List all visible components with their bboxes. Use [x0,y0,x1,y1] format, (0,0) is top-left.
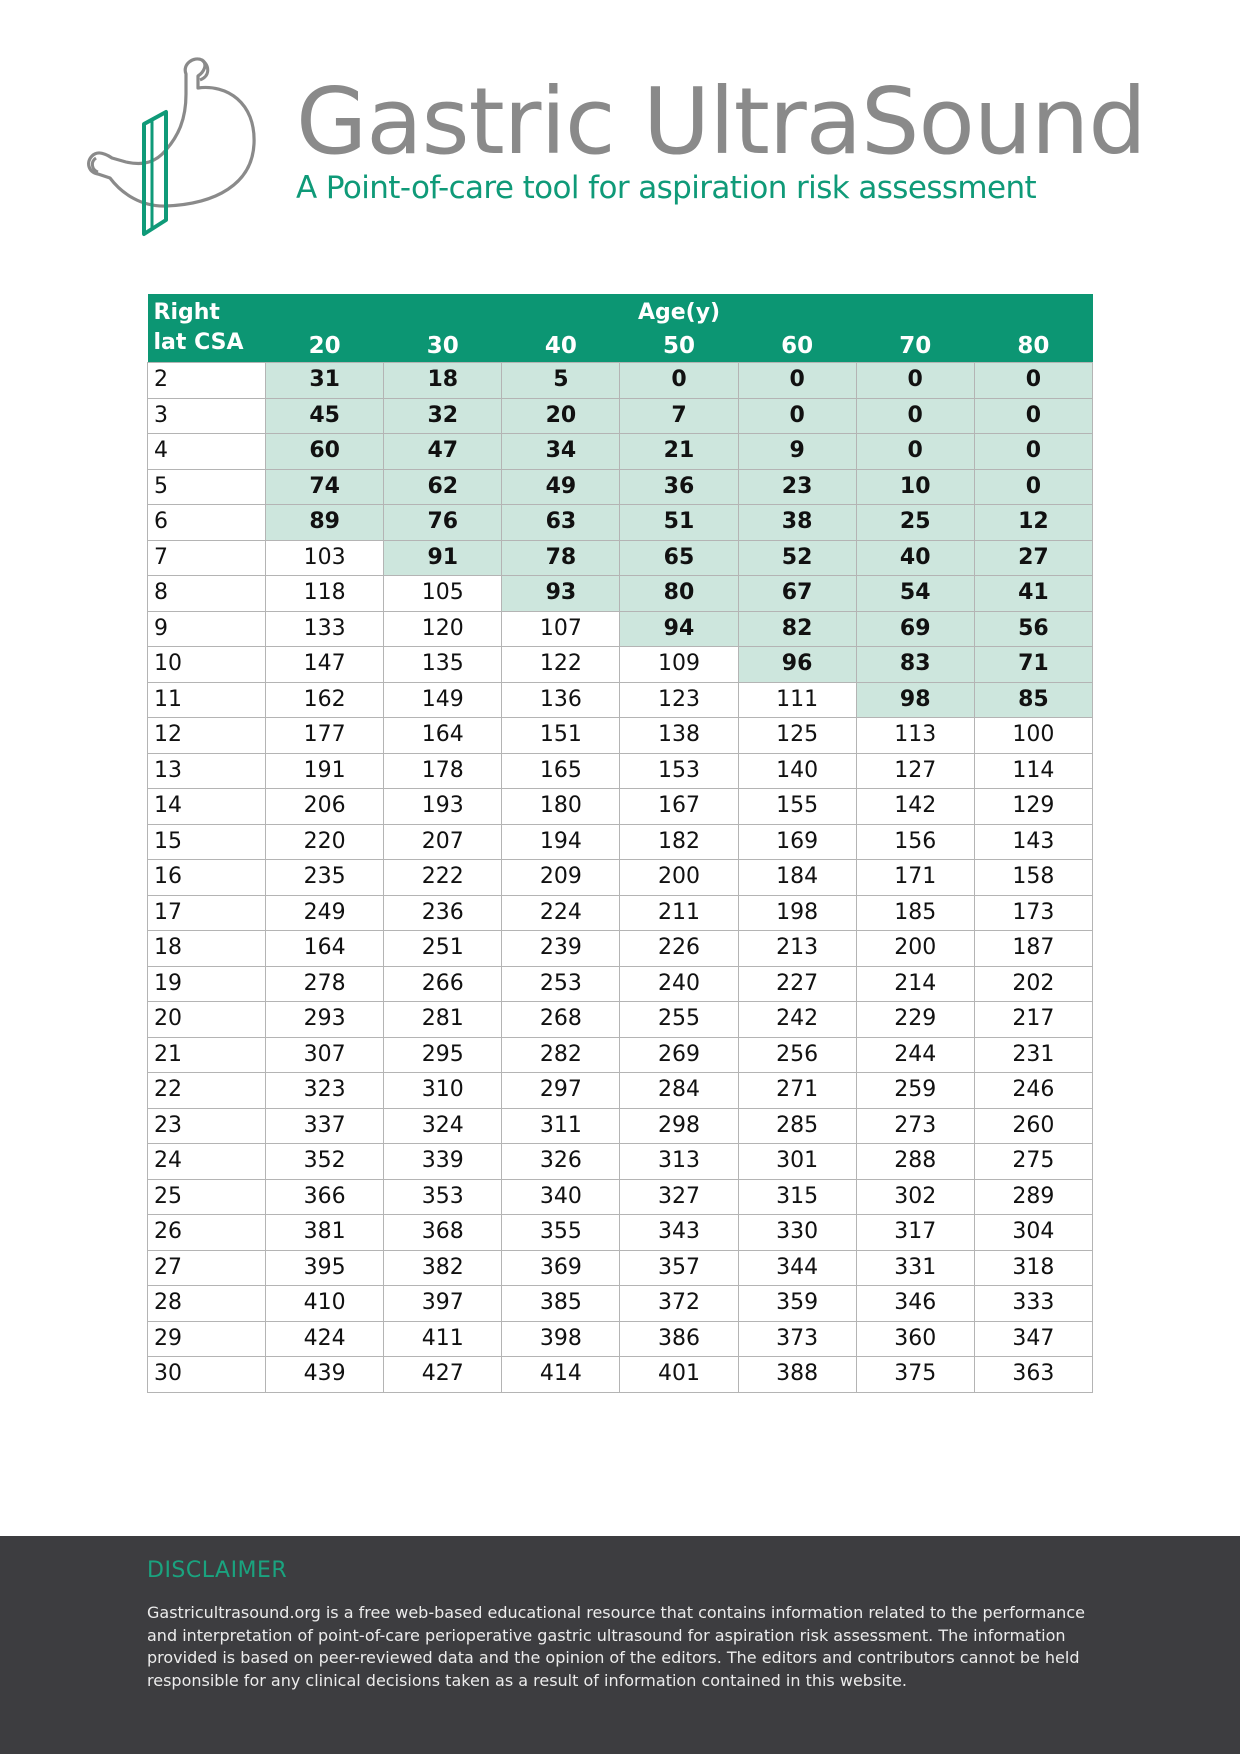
volume-cell: 111 [738,682,856,718]
volume-cell: 318 [974,1250,1092,1286]
volume-table [147,294,1093,1393]
volume-cell: 149 [384,682,502,718]
volume-cell: 346 [856,1286,974,1322]
volume-cell: 136 [502,682,620,718]
volume-cell: 165 [502,753,620,789]
volume-cell: 193 [384,789,502,825]
volume-cell: 268 [502,1002,620,1038]
age-column-header: 40 [502,330,620,363]
volume-cell: 355 [502,1215,620,1251]
volume-cell: 253 [502,966,620,1002]
volume-cell: 304 [974,1215,1092,1251]
volume-cell: 311 [502,1108,620,1144]
table-row [148,789,1093,825]
volume-cell: 259 [856,1073,974,1109]
volume-cell: 211 [620,895,738,931]
csa-row-label: 21 [148,1037,266,1073]
volume-cell: 285 [738,1108,856,1144]
volume-cell: 109 [620,647,738,683]
table-row [148,434,1093,470]
volume-cell: 260 [974,1108,1092,1144]
table-row [148,1073,1093,1109]
volume-cell: 162 [266,682,384,718]
volume-cell: 93 [502,576,620,612]
volume-cell: 18 [384,363,502,399]
volume-cell: 224 [502,895,620,931]
age-column-header: 80 [974,330,1092,363]
table-row [148,1286,1093,1322]
volume-cell: 36 [620,469,738,505]
row-header-line1: Right [153,300,220,325]
volume-cell: 227 [738,966,856,1002]
volume-cell: 366 [266,1179,384,1215]
volume-cell: 0 [974,398,1092,434]
volume-cell: 142 [856,789,974,825]
volume-cell: 382 [384,1250,502,1286]
volume-cell: 315 [738,1179,856,1215]
volume-cell: 273 [856,1108,974,1144]
volume-cell: 198 [738,895,856,931]
page-header [0,0,1240,260]
volume-cell: 7 [620,398,738,434]
volume-cell: 326 [502,1144,620,1180]
volume-cell: 295 [384,1037,502,1073]
volume-cell: 83 [856,647,974,683]
volume-cell: 184 [738,860,856,896]
age-column-header: 70 [856,330,974,363]
csa-row-label: 12 [148,718,266,754]
volume-cell: 398 [502,1321,620,1357]
volume-cell: 31 [266,363,384,399]
volume-cell: 229 [856,1002,974,1038]
volume-cell: 69 [856,611,974,647]
csa-row-label: 8 [148,576,266,612]
page-title: Gastric UltraSound [296,68,1146,175]
csa-row-label: 20 [148,1002,266,1038]
table-row [148,931,1093,967]
volume-cell: 344 [738,1250,856,1286]
table-row [148,611,1093,647]
volume-cell: 20 [502,398,620,434]
volume-cell: 25 [856,505,974,541]
volume-cell: 333 [974,1286,1092,1322]
volume-cell: 27 [974,540,1092,576]
csa-row-label: 19 [148,966,266,1002]
volume-cell: 388 [738,1357,856,1393]
volume-cell: 60 [266,434,384,470]
csa-row-label: 15 [148,824,266,860]
volume-cell: 293 [266,1002,384,1038]
csa-row-label: 7 [148,540,266,576]
volume-cell: 236 [384,895,502,931]
volume-cell: 143 [974,824,1092,860]
table-row [148,824,1093,860]
volume-cell: 410 [266,1286,384,1322]
volume-cell: 207 [384,824,502,860]
volume-cell: 323 [266,1073,384,1109]
volume-cell: 167 [620,789,738,825]
gastric-volume-table [147,294,1093,1393]
volume-cell: 98 [856,682,974,718]
volume-cell: 91 [384,540,502,576]
volume-cell: 331 [856,1250,974,1286]
volume-cell: 284 [620,1073,738,1109]
volume-cell: 107 [502,611,620,647]
stomach-ultrasound-logo-icon [86,54,276,240]
volume-cell: 385 [502,1286,620,1322]
volume-cell: 397 [384,1286,502,1322]
volume-cell: 339 [384,1144,502,1180]
volume-cell: 182 [620,824,738,860]
volume-cell: 52 [738,540,856,576]
volume-cell: 156 [856,824,974,860]
page-subtitle: A Point-of-care tool for aspiration risk assessment [296,170,1037,206]
volume-cell: 324 [384,1108,502,1144]
volume-cell: 185 [856,895,974,931]
volume-cell: 360 [856,1321,974,1357]
volume-cell: 62 [384,469,502,505]
volume-cell: 244 [856,1037,974,1073]
volume-cell: 151 [502,718,620,754]
volume-cell: 343 [620,1215,738,1251]
disclaimer-text: Gastricultrasound.org is a free web-based educational resource that contains information related to the performance and interpretation of point-of-care perioperative gastric ultrasound for aspiration risk assessment. The information provided is based on peer-reviewed data and the opinion of the editors. The editors and contributors cannot be held responsible for any clinical decisions taken as a result of information contained in this website. [147,1603,1085,1690]
volume-cell: 310 [384,1073,502,1109]
volume-cell: 67 [738,576,856,612]
table-row [148,1250,1093,1286]
volume-cell: 242 [738,1002,856,1038]
volume-cell: 94 [620,611,738,647]
volume-cell: 38 [738,505,856,541]
volume-cell: 297 [502,1073,620,1109]
volume-cell: 359 [738,1286,856,1322]
volume-cell: 213 [738,931,856,967]
volume-cell: 158 [974,860,1092,896]
volume-cell: 76 [384,505,502,541]
csa-row-label: 23 [148,1108,266,1144]
volume-cell: 129 [974,789,1092,825]
age-header: Age(y) [266,294,1093,330]
volume-cell: 340 [502,1179,620,1215]
volume-cell: 313 [620,1144,738,1180]
volume-cell: 122 [502,647,620,683]
volume-cell: 220 [266,824,384,860]
volume-cell: 411 [384,1321,502,1357]
volume-cell: 251 [384,931,502,967]
volume-cell: 177 [266,718,384,754]
table-row [148,363,1093,399]
volume-cell: 40 [856,540,974,576]
volume-cell: 0 [856,398,974,434]
volume-cell: 5 [502,363,620,399]
volume-cell: 164 [266,931,384,967]
volume-cell: 368 [384,1215,502,1251]
volume-cell: 395 [266,1250,384,1286]
table-row [148,966,1093,1002]
csa-row-label: 5 [148,469,266,505]
volume-cell: 178 [384,753,502,789]
volume-cell: 363 [974,1357,1092,1393]
volume-cell: 74 [266,469,384,505]
volume-cell: 164 [384,718,502,754]
volume-cell: 289 [974,1179,1092,1215]
volume-cell: 214 [856,966,974,1002]
volume-cell: 187 [974,931,1092,967]
table-row [148,1321,1093,1357]
volume-cell: 278 [266,966,384,1002]
volume-cell: 352 [266,1144,384,1180]
volume-cell: 51 [620,505,738,541]
csa-row-label: 16 [148,860,266,896]
table-row [148,753,1093,789]
volume-cell: 71 [974,647,1092,683]
volume-cell: 302 [856,1179,974,1215]
volume-cell: 217 [974,1002,1092,1038]
volume-cell: 120 [384,611,502,647]
volume-cell: 414 [502,1357,620,1393]
table-row [148,1144,1093,1180]
volume-cell: 21 [620,434,738,470]
volume-cell: 357 [620,1250,738,1286]
csa-row-label: 25 [148,1179,266,1215]
volume-cell: 0 [856,434,974,470]
volume-cell: 235 [266,860,384,896]
volume-cell: 271 [738,1073,856,1109]
csa-row-label: 17 [148,895,266,931]
volume-cell: 0 [856,363,974,399]
table-row [148,469,1093,505]
volume-cell: 194 [502,824,620,860]
csa-row-label: 2 [148,363,266,399]
volume-cell: 0 [974,434,1092,470]
volume-cell: 226 [620,931,738,967]
volume-cell: 173 [974,895,1092,931]
table-row [148,1037,1093,1073]
disclaimer-footer [0,1536,1240,1754]
csa-row-label: 30 [148,1357,266,1393]
volume-cell: 269 [620,1037,738,1073]
csa-row-label: 29 [148,1321,266,1357]
volume-cell: 82 [738,611,856,647]
volume-cell: 288 [856,1144,974,1180]
csa-row-label: 4 [148,434,266,470]
volume-cell: 246 [974,1073,1092,1109]
csa-row-label: 9 [148,611,266,647]
volume-cell: 255 [620,1002,738,1038]
volume-cell: 327 [620,1179,738,1215]
volume-cell: 347 [974,1321,1092,1357]
row-header-line2: lat CSA [153,330,244,355]
volume-cell: 45 [266,398,384,434]
csa-row-label: 24 [148,1144,266,1180]
volume-cell: 0 [738,363,856,399]
volume-cell: 171 [856,860,974,896]
volume-cell: 0 [974,469,1092,505]
volume-cell: 113 [856,718,974,754]
age-column-header: 30 [384,330,502,363]
volume-cell: 118 [266,576,384,612]
volume-cell: 49 [502,469,620,505]
volume-cell: 240 [620,966,738,1002]
volume-cell: 249 [266,895,384,931]
volume-cell: 133 [266,611,384,647]
table-row [148,505,1093,541]
volume-cell: 353 [384,1179,502,1215]
volume-cell: 10 [856,469,974,505]
table-row [148,576,1093,612]
volume-cell: 103 [266,540,384,576]
volume-cell: 105 [384,576,502,612]
csa-row-label: 3 [148,398,266,434]
volume-cell: 266 [384,966,502,1002]
csa-row-label: 6 [148,505,266,541]
csa-row-label: 14 [148,789,266,825]
volume-cell: 89 [266,505,384,541]
volume-cell: 12 [974,505,1092,541]
volume-cell: 427 [384,1357,502,1393]
table-row [148,1002,1093,1038]
volume-cell: 34 [502,434,620,470]
volume-cell: 125 [738,718,856,754]
volume-cell: 369 [502,1250,620,1286]
volume-cell: 0 [620,363,738,399]
volume-cell: 373 [738,1321,856,1357]
volume-cell: 138 [620,718,738,754]
csa-row-label: 28 [148,1286,266,1322]
volume-cell: 23 [738,469,856,505]
csa-row-label: 10 [148,647,266,683]
volume-cell: 222 [384,860,502,896]
volume-cell: 114 [974,753,1092,789]
csa-row-label: 27 [148,1250,266,1286]
volume-cell: 209 [502,860,620,896]
table-row [148,1215,1093,1251]
table-row [148,1108,1093,1144]
volume-cell: 231 [974,1037,1092,1073]
volume-cell: 0 [974,363,1092,399]
volume-cell: 202 [974,966,1092,1002]
volume-cell: 386 [620,1321,738,1357]
volume-cell: 439 [266,1357,384,1393]
table-row [148,1179,1093,1215]
volume-cell: 85 [974,682,1092,718]
volume-cell: 147 [266,647,384,683]
disclaimer-title: DISCLAIMER [147,1558,288,1583]
table-row [148,398,1093,434]
csa-row-label: 13 [148,753,266,789]
volume-cell: 424 [266,1321,384,1357]
volume-cell: 96 [738,647,856,683]
volume-cell: 381 [266,1215,384,1251]
csa-row-label: 18 [148,931,266,967]
volume-cell: 337 [266,1108,384,1144]
volume-cell: 169 [738,824,856,860]
table-body [148,363,1093,1393]
table-row [148,895,1093,931]
volume-cell: 41 [974,576,1092,612]
age-column-header: 50 [620,330,738,363]
volume-cell: 239 [502,931,620,967]
volume-cell: 307 [266,1037,384,1073]
volume-cell: 56 [974,611,1092,647]
table-row [148,647,1093,683]
csa-row-label: 11 [148,682,266,718]
volume-cell: 275 [974,1144,1092,1180]
age-column-header: 20 [266,330,384,363]
volume-cell: 298 [620,1108,738,1144]
volume-cell: 47 [384,434,502,470]
volume-cell: 63 [502,505,620,541]
volume-cell: 155 [738,789,856,825]
volume-cell: 153 [620,753,738,789]
volume-cell: 127 [856,753,974,789]
csa-row-label: 26 [148,1215,266,1251]
volume-cell: 281 [384,1002,502,1038]
volume-cell: 301 [738,1144,856,1180]
volume-cell: 140 [738,753,856,789]
row-header-label [148,294,266,363]
volume-cell: 80 [620,576,738,612]
volume-cell: 317 [856,1215,974,1251]
volume-cell: 9 [738,434,856,470]
volume-cell: 200 [856,931,974,967]
volume-cell: 401 [620,1357,738,1393]
volume-cell: 123 [620,682,738,718]
volume-cell: 191 [266,753,384,789]
table-row [148,1357,1093,1393]
table-row [148,540,1093,576]
volume-cell: 135 [384,647,502,683]
volume-cell: 180 [502,789,620,825]
column-header-row [148,330,1093,363]
table-row [148,682,1093,718]
volume-cell: 32 [384,398,502,434]
volume-cell: 330 [738,1215,856,1251]
age-column-header: 60 [738,330,856,363]
csa-row-label: 22 [148,1073,266,1109]
volume-cell: 372 [620,1286,738,1322]
table-row [148,860,1093,896]
volume-cell: 206 [266,789,384,825]
volume-cell: 54 [856,576,974,612]
volume-cell: 200 [620,860,738,896]
volume-cell: 282 [502,1037,620,1073]
table-row [148,718,1093,754]
volume-cell: 0 [738,398,856,434]
volume-cell: 100 [974,718,1092,754]
volume-cell: 375 [856,1357,974,1393]
volume-cell: 256 [738,1037,856,1073]
volume-cell: 78 [502,540,620,576]
volume-cell: 65 [620,540,738,576]
